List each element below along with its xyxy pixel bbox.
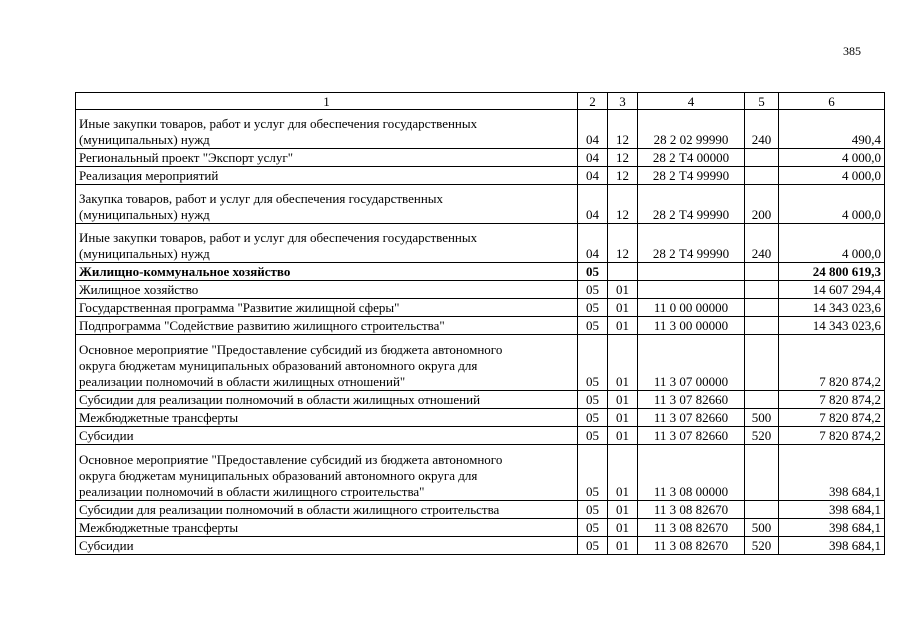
subsection-code-cell: 01 — [608, 317, 638, 335]
page-number: 385 — [843, 44, 861, 58]
expense-type-cell — [745, 445, 779, 501]
expense-type-cell — [745, 149, 779, 167]
expense-type-cell — [745, 167, 779, 185]
section-code-cell: 05 — [578, 391, 608, 409]
target-article-cell: 28 2 Т4 99990 — [638, 224, 745, 263]
section-code-cell: 05 — [578, 299, 608, 317]
subsection-code-cell: 01 — [608, 335, 638, 391]
subsection-code-cell: 12 — [608, 149, 638, 167]
amount-cell: 7 820 874,2 — [779, 391, 885, 409]
table-header-row — [76, 93, 885, 110]
section-code-cell: 04 — [578, 110, 608, 149]
section-code-cell: 04 — [578, 149, 608, 167]
row-name-cell: Реализация мероприятий — [76, 167, 578, 185]
section-code-cell: 04 — [578, 224, 608, 263]
target-article-cell: 11 3 08 00000 — [638, 445, 745, 501]
amount-cell: 24 800 619,3 — [779, 263, 885, 281]
row-name-cell: Основное мероприятие "Предоставление субсидий из бюджета автономного округа бюджетам муниципальных образований автономного округа для реализации полномочий в области жилищного строительства" — [76, 445, 578, 501]
expense-type-cell — [745, 335, 779, 391]
table-row — [76, 445, 885, 501]
table-row — [76, 224, 885, 263]
expense-type-cell — [745, 391, 779, 409]
subsection-code-cell: 01 — [608, 299, 638, 317]
expense-type-cell: 500 — [745, 519, 779, 537]
table-row — [76, 391, 885, 409]
expense-type-cell — [745, 281, 779, 299]
amount-cell: 4 000,0 — [779, 224, 885, 263]
row-name-cell: Межбюджетные трансферты — [76, 519, 578, 537]
budget-table — [75, 92, 885, 555]
row-name-cell: Государственная программа "Развитие жилищной сферы" — [76, 299, 578, 317]
row-name-cell: Межбюджетные трансферты — [76, 409, 578, 427]
amount-cell: 7 820 874,2 — [779, 427, 885, 445]
section-code-cell: 05 — [578, 335, 608, 391]
table-row — [76, 519, 885, 537]
table-row — [76, 537, 885, 555]
target-article-cell: 11 3 08 82670 — [638, 501, 745, 519]
target-article-cell: 11 3 08 82670 — [638, 519, 745, 537]
expense-type-cell: 240 — [745, 224, 779, 263]
subsection-code-cell: 01 — [608, 409, 638, 427]
section-code-cell: 05 — [578, 519, 608, 537]
section-code-cell: 05 — [578, 409, 608, 427]
amount-cell: 4 000,0 — [779, 167, 885, 185]
target-article-cell: 28 2 Т4 99990 — [638, 185, 745, 224]
target-article-cell: 28 2 Т4 99990 — [638, 167, 745, 185]
row-name-cell: Субсидии — [76, 427, 578, 445]
amount-cell: 7 820 874,2 — [779, 409, 885, 427]
amount-cell: 490,4 — [779, 110, 885, 149]
amount-cell: 14 343 023,6 — [779, 317, 885, 335]
subsection-code-cell: 12 — [608, 224, 638, 263]
section-code-cell: 05 — [578, 317, 608, 335]
table-row — [76, 299, 885, 317]
row-name-cell: Иные закупки товаров, работ и услуг для обеспечения государственных (муниципальных) нужд — [76, 110, 578, 149]
expense-type-cell — [745, 317, 779, 335]
expense-type-cell: 200 — [745, 185, 779, 224]
subsection-code-cell: 01 — [608, 391, 638, 409]
amount-cell: 14 343 023,6 — [779, 299, 885, 317]
row-name-cell: Основное мероприятие "Предоставление субсидий из бюджета автономного округа бюджетам муниципальных образований автономного округа для реализации полномочий в области жилищных отношений" — [76, 335, 578, 391]
section-code-cell: 05 — [578, 263, 608, 281]
column-header-1: 1 — [76, 93, 578, 110]
subsection-code-cell: 01 — [608, 519, 638, 537]
row-name-cell: Иные закупки товаров, работ и услуг для обеспечения государственных (муниципальных) нужд — [76, 224, 578, 263]
row-name-cell: Субсидии для реализации полномочий в области жилищных отношений — [76, 391, 578, 409]
target-article-cell: 28 2 02 99990 — [638, 110, 745, 149]
section-code-cell: 04 — [578, 185, 608, 224]
section-code-cell: 05 — [578, 537, 608, 555]
expense-type-cell: 520 — [745, 537, 779, 555]
table-row — [76, 409, 885, 427]
table-row — [76, 167, 885, 185]
amount-cell: 398 684,1 — [779, 519, 885, 537]
subsection-code-cell: 01 — [608, 501, 638, 519]
column-header-5: 5 — [745, 93, 779, 110]
table-row — [76, 149, 885, 167]
target-article-cell — [638, 281, 745, 299]
table-body — [76, 110, 885, 555]
amount-cell: 7 820 874,2 — [779, 335, 885, 391]
row-name-cell: Субсидии для реализации полномочий в области жилищного строительства — [76, 501, 578, 519]
target-article-cell: 11 0 00 00000 — [638, 299, 745, 317]
table-row — [76, 281, 885, 299]
column-header-4: 4 — [638, 93, 745, 110]
expense-type-cell: 500 — [745, 409, 779, 427]
row-name-cell: Субсидии — [76, 537, 578, 555]
target-article-cell: 28 2 Т4 00000 — [638, 149, 745, 167]
row-name-cell: Жилищно-коммунальное хозяйство — [76, 263, 578, 281]
subsection-code-cell: 01 — [608, 427, 638, 445]
target-article-cell: 11 3 00 00000 — [638, 317, 745, 335]
target-article-cell — [638, 263, 745, 281]
section-code-cell: 05 — [578, 501, 608, 519]
expense-type-cell: 520 — [745, 427, 779, 445]
row-name-cell: Жилищное хозяйство — [76, 281, 578, 299]
expense-type-cell: 240 — [745, 110, 779, 149]
subsection-code-cell: 12 — [608, 167, 638, 185]
column-header-2: 2 — [578, 93, 608, 110]
expense-type-cell — [745, 299, 779, 317]
table-row — [76, 501, 885, 519]
table-row — [76, 263, 885, 281]
expense-type-cell — [745, 263, 779, 281]
target-article-cell: 11 3 07 82660 — [638, 391, 745, 409]
subsection-code-cell: 12 — [608, 110, 638, 149]
section-code-cell: 05 — [578, 427, 608, 445]
column-header-3: 3 — [608, 93, 638, 110]
section-code-cell: 04 — [578, 167, 608, 185]
target-article-cell: 11 3 07 00000 — [638, 335, 745, 391]
amount-cell: 398 684,1 — [779, 501, 885, 519]
amount-cell: 398 684,1 — [779, 445, 885, 501]
expense-type-cell — [745, 501, 779, 519]
subsection-code-cell: 01 — [608, 445, 638, 501]
row-name-cell: Подпрограмма "Содействие развитию жилищного строительства" — [76, 317, 578, 335]
table-row — [76, 317, 885, 335]
subsection-code-cell: 12 — [608, 185, 638, 224]
amount-cell: 14 607 294,4 — [779, 281, 885, 299]
subsection-code-cell: 01 — [608, 537, 638, 555]
row-name-cell: Закупка товаров, работ и услуг для обеспечения государственных (муниципальных) нужд — [76, 185, 578, 224]
table-row — [76, 335, 885, 391]
subsection-code-cell — [608, 263, 638, 281]
amount-cell: 398 684,1 — [779, 537, 885, 555]
section-code-cell: 05 — [578, 445, 608, 501]
target-article-cell: 11 3 08 82670 — [638, 537, 745, 555]
amount-cell: 4 000,0 — [779, 149, 885, 167]
section-code-cell: 05 — [578, 281, 608, 299]
column-header-6: 6 — [779, 93, 885, 110]
subsection-code-cell: 01 — [608, 281, 638, 299]
target-article-cell: 11 3 07 82660 — [638, 427, 745, 445]
table-row — [76, 185, 885, 224]
row-name-cell: Региональный проект "Экспорт услуг" — [76, 149, 578, 167]
amount-cell: 4 000,0 — [779, 185, 885, 224]
table-row — [76, 427, 885, 445]
table-row — [76, 110, 885, 149]
target-article-cell: 11 3 07 82660 — [638, 409, 745, 427]
